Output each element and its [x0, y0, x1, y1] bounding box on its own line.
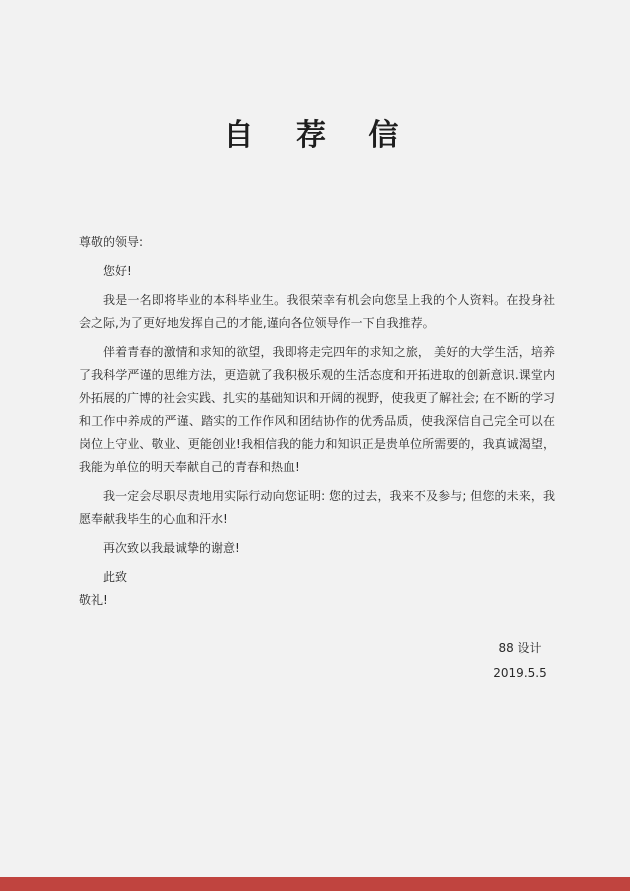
page-title: 自 荐 信	[223, 118, 415, 153]
signature-date: 2019.5.5	[493, 666, 547, 680]
closing-line-2: 敬礼!	[79, 593, 108, 607]
footer-accent-bar	[0, 877, 630, 891]
paragraph-greeting: 您好!	[103, 264, 132, 278]
paragraph-experience: 伴着青春的激情和求知的欲望，我即将走完四年的求知之旅， 美好的大学生活，培养了我科学严谨的思维方法，更造就了我积极乐观的生活态度和开拓进取的创新意识.课堂内外拓展的广博的社会实践、扎实的基础知识和开阔的视野，使我更了解社会; 在不断的学习和工作中养成的严谨、踏实的工作作风和团结协作的优秀品质，使我深信自己完全可以在岗位上守业、敬业、更能创业!我相信我的能力和知识正是贵单位所需要的，我真诚渴望，我能为单位的明天奉献自己的青春和热血!	[79, 345, 555, 474]
paragraph-thanks: 再次致以我最诚挚的谢意!	[103, 541, 240, 555]
signature-name: 88 设计	[498, 641, 542, 655]
letter-body	[79, 231, 555, 618]
signature-block	[470, 636, 570, 686]
paragraph-commitment: 我一定会尽职尽责地用实际行动向您证明: 您的过去，我来不及参与; 但您的未来，我愿奉献我毕生的心血和汗水!	[79, 489, 555, 526]
closing-line-1: 此致	[103, 570, 128, 584]
paragraph-introduction: 我是一名即将毕业的本科毕业生。我很荣幸有机会向您呈上我的个人资料。在投身社会之际,为了更好地发挥自己的才能,谨向各位领导作一下自我推荐。	[79, 293, 555, 330]
salutation: 尊敬的领导:	[79, 235, 144, 249]
